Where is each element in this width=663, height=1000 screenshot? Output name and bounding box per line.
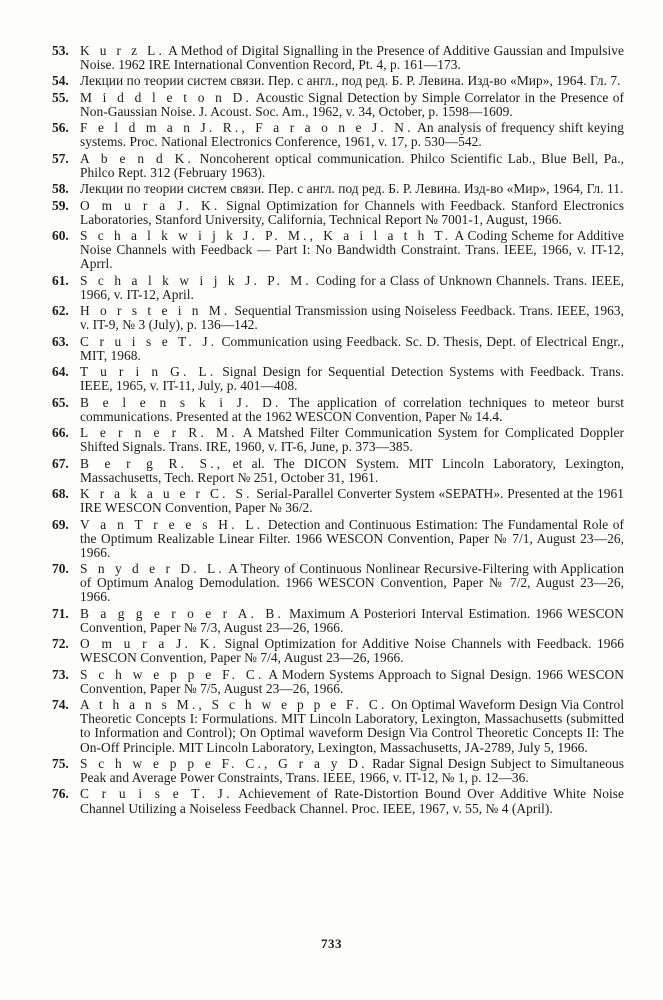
reference-item bbox=[52, 518, 624, 560]
reference-text: Noncoherent optical communication. Philco Scientific Lab., Blue Bell, Pa., Philco Rept. 312 (February 1963). bbox=[80, 150, 624, 180]
reference-text: Signal Optimization for Channels with Feedback. Stanford Electronics Laboratories, Stanford University, California, Technical Report № 7001-1, August, 1966. bbox=[80, 197, 624, 227]
reference-number: 70. bbox=[52, 561, 69, 577]
reference-author: A b e n d K. bbox=[80, 150, 195, 166]
reference-author: M i d d l e t o n D. bbox=[80, 89, 253, 105]
reference-item bbox=[52, 91, 624, 119]
reference-number: 62. bbox=[52, 303, 69, 319]
reference-text: Signal Optimization for Additive Noise Channels with Feedback. 1966 WESCON Convention, Paper № 7/4, August 23—26, 1966. bbox=[80, 636, 624, 666]
reference-number: 58. bbox=[52, 181, 69, 197]
reference-item bbox=[52, 607, 624, 635]
reference-item bbox=[52, 757, 624, 785]
reference-author: S c h w e p p e F. C., G r a y D. bbox=[80, 755, 368, 771]
reference-item bbox=[52, 698, 624, 754]
reference-number: 71. bbox=[52, 605, 69, 621]
reference-number: 65. bbox=[52, 394, 69, 410]
reference-item bbox=[52, 787, 624, 815]
reference-item bbox=[52, 199, 624, 227]
reference-number: 55. bbox=[52, 89, 69, 105]
reference-text: Serial-Parallel Converter System «SEPATH». Presented at the 1961 IRE WESCON Convention, Paper № 36/2. bbox=[80, 486, 624, 516]
reference-text: On Optimal Waveform Design Via Control Theoretic Concepts I: Formulations. MIT Lincoln Laboratory, Lexington, Massachusetts (submitted to Information and Control); On Optimal waveform Design Via Control Theoretic Concepts II: The On-Off Principle. MIT Lincoln Laboratory, Lexington, Massachusetts, JA-2789, July 5, 1966. bbox=[80, 697, 624, 755]
reference-number: 68. bbox=[52, 486, 69, 502]
reference-text: The application of correlation techniques to meteor burst communications. Presented at the 1962 WESCON Convention, Paper № 14.4. bbox=[80, 394, 624, 424]
reference-text: Radar Signal Design Subject to Simultaneous Peak and Average Power Constraints, Trans. IEEE, 1966, v. IT-12, № 1, p. 12—36. bbox=[80, 755, 624, 786]
reference-item bbox=[52, 457, 624, 485]
reference-item bbox=[52, 668, 624, 696]
reference-number: 76. bbox=[52, 786, 69, 802]
reference-text: A Coding Scheme for Additive Noise Channels with Feedback — Part I: No Bandwidth Constraint. Trans. IEEE, 1966, v. IT-12, Aprrl. bbox=[80, 228, 624, 272]
reference-item bbox=[52, 229, 624, 271]
reference-text: Coding for a Class of Unknown Channels. Trans. IEEE, 1966, v. IT-12, April. bbox=[80, 272, 624, 302]
reference-text: An analysis of frequency shift keying systems. Proc. National Electronics Conference, 1961, v. 17, p. 530—542. bbox=[80, 120, 624, 150]
reference-number: 56. bbox=[52, 120, 69, 136]
reference-number: 57. bbox=[52, 150, 69, 166]
reference-author: C r u i s e T. J. bbox=[80, 786, 233, 802]
reference-list bbox=[52, 44, 624, 818]
reference-number: 53. bbox=[52, 43, 69, 58]
reference-author: V a n T r e e s H. L. bbox=[80, 516, 264, 532]
reference-item bbox=[52, 487, 624, 515]
page-number: 733 bbox=[321, 936, 342, 951]
reference-item bbox=[52, 182, 624, 196]
reference-item bbox=[52, 152, 624, 180]
reference-item bbox=[52, 637, 624, 665]
reference-number: 72. bbox=[52, 636, 69, 652]
reference-author: K u r z L. bbox=[80, 43, 166, 58]
reference-author: B a g g e r o e r A. B. bbox=[80, 605, 285, 621]
reference-text: Sequential Transmission using Noiseless Feedback. Trans. IEEE, 1963, v. IT-9, № 3 (July), p. 136—142. bbox=[80, 303, 624, 333]
reference-item bbox=[52, 74, 624, 88]
reference-text: A Matshed Filter Communication System for Complicated Doppler Shifted Signals. Trans. IRE, 1960, v. IT-6, June, p. 373—385. bbox=[80, 425, 624, 455]
reference-number: 64. bbox=[52, 364, 69, 380]
reference-author: S c h a l k w i j k J. P. M. bbox=[80, 272, 312, 288]
reference-author: S c h w e p p e F. C. bbox=[80, 666, 265, 682]
reference-author: T u r i n G. L. bbox=[80, 364, 217, 380]
reference-number: 74. bbox=[52, 697, 69, 713]
reference-number: 61. bbox=[52, 272, 69, 288]
reference-text: Лекции по теории систем связи. Пер. с англ. под ред. Б. Р. Левина. Изд-во «Мир», 1964, Гл. 11. bbox=[80, 181, 624, 197]
reference-item bbox=[52, 274, 624, 302]
reference-number: 63. bbox=[52, 333, 69, 349]
reference-text: A Theory of Continuous Nonlinear Recursive-Filtering with Application of Optimum Analog Demodulation. 1966 WESCON Convention, Paper № 7/2, August 23—26, 1966. bbox=[80, 561, 624, 605]
reference-author: K r a k a u e r C. S. bbox=[80, 486, 253, 502]
reference-item bbox=[52, 365, 624, 393]
reference-author: H o r s t e i n M. bbox=[80, 303, 231, 319]
reference-author: S c h a l k w i j k J. P. M., K a i l a t h T. bbox=[80, 228, 452, 244]
reference-number: 75. bbox=[52, 755, 69, 771]
reference-author: C r u i s e T. J. bbox=[80, 333, 218, 349]
reference-text: Communication using Feedback. Sc. D. Thesis, Dept. of Electrical Engr., MIT, 1968. bbox=[80, 333, 624, 363]
reference-text: Achievement of Rate-Distortion Bound Over Additive White Noise Channel Utilizing a Noiseless Feedback Channel. Proc. IEEE, 1967, v. 55, № 4 (April). bbox=[80, 786, 624, 816]
reference-number: 67. bbox=[52, 455, 69, 471]
reference-text: et al. The DICON System. MIT Lincoln Laboratory, Lexington, Massachusetts, Tech. Report № 251, October 31, 1961. bbox=[80, 455, 624, 485]
reference-number: 66. bbox=[52, 425, 69, 441]
reference-author: A t h a n s M., S c h w e p p e F. C. bbox=[80, 697, 388, 713]
reference-author: F e l d m a n J. R., F a r a o n e J. N. bbox=[80, 120, 414, 136]
reference-number: 73. bbox=[52, 666, 69, 682]
reference-number: 69. bbox=[52, 516, 69, 532]
reference-item bbox=[52, 335, 624, 363]
reference-text: Acoustic Signal Detection by Simple Correlator in the Presence of Non-Gaussian Noise. J. Acoust. Soc. Am., 1962, v. 34, October, p. 1598—1609. bbox=[80, 89, 624, 119]
reference-number: 60. bbox=[52, 228, 69, 244]
reference-item bbox=[52, 426, 624, 454]
reference-number: 59. bbox=[52, 197, 69, 213]
reference-item bbox=[52, 121, 624, 149]
reference-author: O m u r a J. K. bbox=[80, 197, 221, 213]
reference-author: B e r g R. S., bbox=[80, 455, 224, 471]
reference-author: S n y d e r D. L. bbox=[80, 561, 225, 577]
reference-author: L e r n e r R. M. bbox=[80, 425, 238, 441]
reference-item bbox=[52, 562, 624, 604]
reference-text: A Method of Digital Signalling in the Presence of Additive Gaussian and Impulsive Noise. 1962 IRE International Convention Record, Pt. 4, p. 161—173. bbox=[80, 43, 625, 73]
reference-author: O m u r a J. K. bbox=[80, 636, 220, 652]
reference-text: A Modern Systems Approach to Signal Design. 1966 WESCON Convention, Paper № 7/5, August 23—26, 1966. bbox=[80, 666, 624, 696]
reference-item bbox=[52, 44, 624, 72]
reference-item bbox=[52, 396, 624, 424]
reference-text: Detection and Continuous Estimation: The Fundamental Role of the Optimum Realizable Linear Filter. 1966 WESCON Convention, Paper № 7/1, August 23—26, 1966. bbox=[80, 516, 624, 560]
reference-text: Maximum A Posteriori Interval Estimation. 1966 WESCON Convention, Paper № 7/3, August 23—26, 1966. bbox=[80, 605, 624, 635]
reference-number: 54. bbox=[52, 73, 69, 89]
reference-text: Signal Design for Sequential Detection Systems with Feedback. Trans. IEEE, 1965, v. IT-11, July, p. 401—408. bbox=[80, 364, 624, 394]
reference-item bbox=[52, 304, 624, 332]
reference-author: B e l e n s k i J. D. bbox=[80, 394, 282, 410]
reference-text: Лекции по теории систем связи. Пер. с англ., под ред. Б. Р. Левина. Изд-во «Мир», 1964. Гл. 7. bbox=[80, 73, 621, 89]
